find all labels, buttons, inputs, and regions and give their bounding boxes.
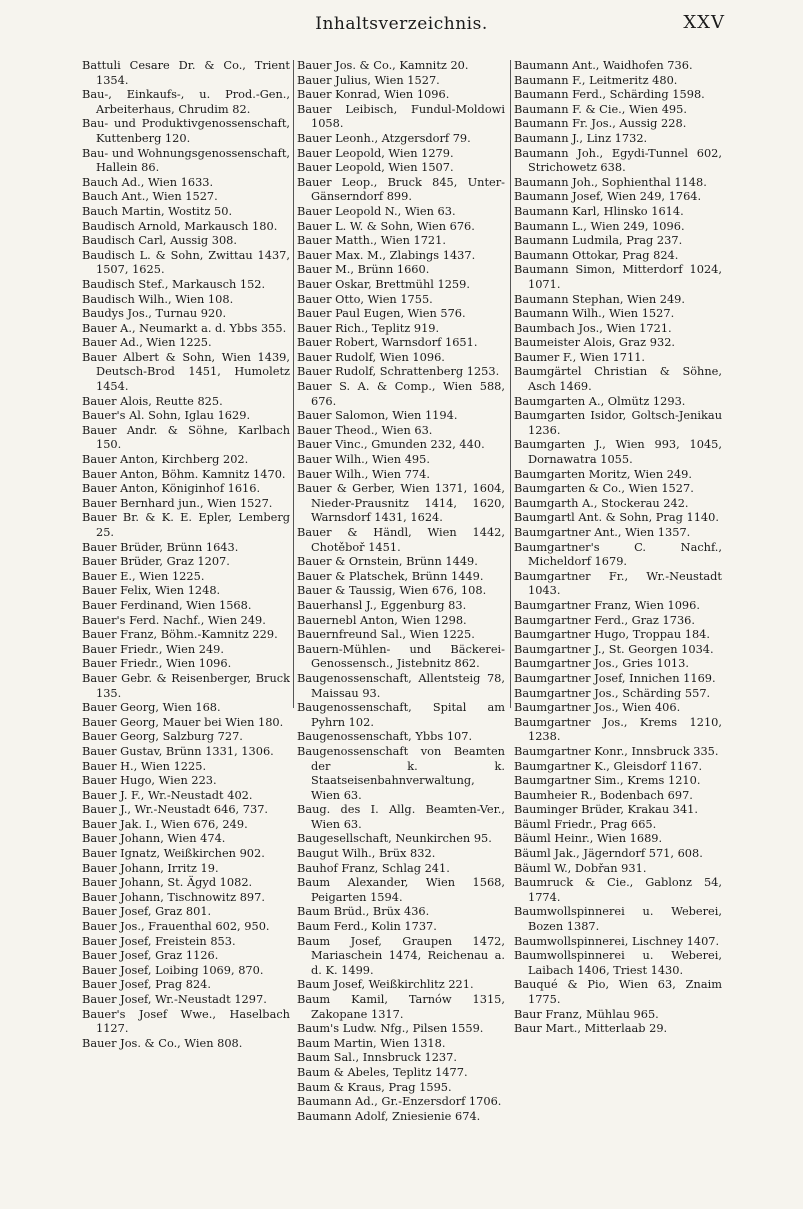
index-entry: Baumgarth A., Stockerau 242. <box>514 495 689 510</box>
index-entry: Baumgartner Hugo, Troppau 184. <box>514 627 710 642</box>
column-divider-1 <box>293 60 294 708</box>
index-column-1 <box>82 58 290 1198</box>
index-entry: Bauch Ad., Wien 1633. <box>82 174 214 189</box>
index-entry: Bauernebl Anton, Wien 1298. <box>297 612 467 627</box>
index-entry: Bauer Bernhard jun., Wien 1527. <box>82 495 273 510</box>
index-entry: Bauer Friedr., Wien 1096. <box>82 656 232 671</box>
index-entry: Baum Josef, Weißkirchlitz 221. <box>297 977 474 992</box>
index-entry: Baugut Wilh., Brüx 832. <box>297 846 436 861</box>
index-entry: Baumgartner Ant., Wien 1357. <box>514 525 691 539</box>
index-entry: Baumeister Alois, Graz 932. <box>514 335 676 350</box>
index-entry: Bauch Ant., Wien 1527. <box>82 189 218 204</box>
index-entry: Baumgartner Jos., Krems 1210, 1238. <box>514 714 722 744</box>
index-entry: Baug. des I. Allg. Beamten-Ver., Wien 63. <box>297 802 505 831</box>
index-entry: Bauqué & Pio, Wien 63, Znaim 1775. <box>514 977 722 1006</box>
index-entry: Baumann Ottokar, Prag 824. <box>514 247 679 262</box>
index-entry: Baumann J., Linz 1732. <box>514 130 648 145</box>
index-entry: Baumann Fr. Jos., Aussig 228. <box>514 116 687 131</box>
index-entry: Bauerhansl J., Eggenburg 83. <box>297 597 467 612</box>
index-entry: Baum & Abeles, Teplitz 1477. <box>297 1064 468 1079</box>
index-entry: Bauer & Ornstein, Brünn 1449. <box>297 554 478 569</box>
index-entry: Bauer Julius, Wien 1527. <box>297 72 440 87</box>
column-divider-2 <box>510 60 511 708</box>
index-entry: Baumann F., Leitmeritz 480. <box>514 72 678 87</box>
index-entry: Baumheier R., Bodenbach 697. <box>514 787 693 802</box>
index-entry: Baum's Ludw. Nfg., Pilsen 1559. <box>297 1021 484 1036</box>
index-entry: Baumgärtel Christian & Söhne, Asch 1469. <box>514 364 722 394</box>
index-entry: Baumgartner Konr., Innsbruck 335. <box>514 743 719 758</box>
index-entry: Baugenossenschaft, Ybbs 107. <box>297 729 473 744</box>
index-entry: Bauer Josef, Graz 801. <box>82 904 212 919</box>
index-entry: Baumgartner J., St. Georgen 1034. <box>514 641 714 656</box>
index-entry: Baum Josef, Graupen 1472, Mariaschein 1474, Reichenau a. d. K. 1499. <box>297 933 505 977</box>
index-entry: Bauer Rudolf, Wien 1096. <box>297 349 445 364</box>
index-entry: Bauer H., Wien 1225. <box>82 758 207 773</box>
index-entry: Baumgarten A., Olmütz 1293. <box>514 393 686 408</box>
index-entry: Bauer Salomon, Wien 1194. <box>297 408 458 423</box>
index-entry: Bäuml Jak., Jägerndorf 571, 608. <box>514 846 703 861</box>
index-entry: Bauer Johann, Wien 474. <box>82 831 226 846</box>
index-entry: Bauer Gustav, Brünn 1331, 1306. <box>82 743 274 758</box>
index-entry: Baumann Wilh., Wien 1527. <box>514 306 675 321</box>
index-entry: Bauer Gebr. & Reisenberger, Bruck 135. <box>82 670 290 700</box>
index-entry: Baumann Ad., Gr.-Enzersdorf 1706. <box>297 1094 502 1109</box>
index-entry: Bau- und Produktivgenossenschaft, Kuttenberg 120. <box>82 116 290 145</box>
index-entry: Baudys Jos., Turnau 920. <box>82 306 227 321</box>
index-entry: Bauer Josef, Freistein 853. <box>82 933 236 948</box>
index-entry: Baumann Josef, Wien 249, 1764. <box>514 189 702 204</box>
index-entry: Bauer Brüder, Brünn 1643. <box>82 539 239 554</box>
index-entry: Bauer Franz, Böhm.-Kamnitz 229. <box>82 627 278 642</box>
index-entry: Bauer A., Neumarkt a. d. Ybbs 355. <box>82 320 287 335</box>
index-entry: Bauer J. F., Wr.-Neustadt 402. <box>82 787 253 802</box>
index-entry: Baumann F. & Cie., Wien 495. <box>514 101 687 116</box>
index-entry: Bauernfreund Sal., Wien 1225. <box>297 627 475 642</box>
index-entry: Bauer Wilh., Wien 495. <box>297 452 430 467</box>
index-entry: Bauer Matth., Wien 1721. <box>297 233 446 248</box>
index-entry: Bauer Leopold, Wien 1507. <box>297 160 454 175</box>
index-entry: Baum & Kraus, Prag 1595. <box>297 1079 452 1094</box>
index-entry: Baumann L., Wien 249, 1096. <box>514 218 685 233</box>
index-entry: Bauer S. A. & Comp., Wien 588, 676. <box>297 379 505 408</box>
index-entry: Baugenossenschaft, Allentsteig 78, Maissau 93. <box>297 670 505 700</box>
index-entry: Baudisch Carl, Aussig 308. <box>82 233 237 248</box>
index-entry: Baudisch Wilh., Wien 108. <box>82 291 234 306</box>
index-entry: Bauer & Gerber, Wien 1371, 1604, Nieder-Prausnitz 1414, 1620, Warnsdorf 1431, 1624. <box>297 481 505 525</box>
index-entry: Bauer Leibisch, Fundul-Moldowi 1058. <box>297 101 505 131</box>
index-entry: Bauer Felix, Wien 1248. <box>82 583 221 598</box>
index-entry: Baumann Stephan, Wien 249. <box>514 291 686 306</box>
index-entry: Baumgartner Jos., Wien 406. <box>514 700 681 715</box>
index-entry: Baumgartner Jos., Schärding 557. <box>514 685 711 700</box>
index-entry: Baumgarten Isidor, Goltsch-Jenikau 1236. <box>514 408 722 437</box>
index-entry: Bauer Josef, Loibing 1069, 870. <box>82 962 264 977</box>
index-entry: Bäuml W., Dobřan 931. <box>514 860 647 875</box>
index-entry: Bauhof Franz, Schlag 241. <box>297 860 450 875</box>
index-entry: Bauer Albert & Sohn, Wien 1439, Deutsch-Brod 1451, Humoletz 1454. <box>82 349 290 394</box>
index-entry: Bauer's Al. Sohn, Iglau 1629. <box>82 408 251 423</box>
index-entry: Baumbach Jos., Wien 1721. <box>514 320 672 335</box>
index-entry: Bauer's Ferd. Nachf., Wien 249. <box>82 612 266 627</box>
index-entry: Bauer Johann, St. Ägyd 1082. <box>82 875 253 890</box>
index-entry: Baumann Karl, Hlinsko 1614. <box>514 203 684 218</box>
index-entry: Bauer Vinc., Gmunden 232, 440. <box>297 437 485 452</box>
index-entry: Baumwollspinnerei, Lischney 1407. <box>514 933 720 948</box>
index-entry: Bauer Hugo, Wien 223. <box>82 773 217 788</box>
index-entry: Baumgartner K., Gleisdorf 1167. <box>514 758 703 773</box>
index-entry: Baumgarten & Co., Wien 1527. <box>514 481 694 496</box>
index-entry: Baumgartner Franz, Wien 1096. <box>514 597 700 612</box>
index-entry: Bauer & Händl, Wien 1442, Chotěboř 1451. <box>297 525 505 554</box>
index-entry: Baumgarten J., Wien 993, 1045, Dornawatra 1055. <box>514 437 722 467</box>
index-entry: Baudisch L. & Sohn, Zwittau 1437, 1507, 1625. <box>82 247 290 277</box>
index-entry: Baumann Ludmila, Prag 237. <box>514 233 683 248</box>
index-entry: Bauer E., Wien 1225. <box>82 568 205 583</box>
index-entry: Bauer Konrad, Wien 1096. <box>297 87 450 102</box>
index-entry: Baum Martin, Wien 1318. <box>297 1035 446 1050</box>
index-entry: Bauer Josef, Graz 1126. <box>82 948 219 963</box>
index-entry: Baumgartner's C. Nachf., Micheldorf 1679. <box>514 539 722 569</box>
index-entry: Baumwollspinnerei u. Weberei, Laibach 1406, Triest 1430. <box>514 948 722 977</box>
index-entry: Bauer Jos., Frauenthal 602, 950. <box>82 919 270 934</box>
index-entry: Bauer Alois, Reutte 825. <box>82 393 223 408</box>
index-entry: Bau-, Einkaufs-, u. Prod.-Gen., Arbeiterhaus, Chrudim 82. <box>82 87 290 116</box>
index-entry: Baumann Ant., Waidhofen 736. <box>514 58 693 72</box>
index-entry: Bauer Leopold N., Wien 63. <box>297 203 456 218</box>
index-entry: Bauer Jak. I., Wien 676, 249. <box>82 816 248 831</box>
index-entry: Bauer Johann, Tischnowitz 897. <box>82 889 265 904</box>
index-entry: Baumann Joh., Egydi-Tunnel 602, Strichowetz 638. <box>514 145 722 175</box>
index-entry: Bauer Josef, Prag 824. <box>82 977 212 992</box>
index-entry: Bauer Leonh., Atzgersdorf 79. <box>297 130 471 145</box>
index-entry: Baur Mart., Mitterlaab 29. <box>514 1021 668 1036</box>
index-entry: Bauer Anton, Kirchberg 202. <box>82 452 249 467</box>
index-entry: Baumann Simon, Mitterdorf 1024, 1071. <box>514 262 722 291</box>
index-entry: Bau- und Wohnungsgenossenschaft, Hallein 86. <box>82 145 290 175</box>
index-entry: Bauer Otto, Wien 1755. <box>297 291 433 306</box>
index-entry: Bauer Georg, Wien 168. <box>82 700 221 715</box>
index-entry: Baumann Joh., Sophienthal 1148. <box>514 174 707 189</box>
index-entry: Baur Franz, Mühlau 965. <box>514 1006 659 1021</box>
index-entry: Bäuml Heinr., Wien 1689. <box>514 831 663 846</box>
index-entry: Baugenossenschaft von Beamten der k. k. Staatseisenbahnverwaltung, Wien 63. <box>297 743 505 802</box>
index-entry: Bauer Br. & K. E. Epler, Lemberg 25. <box>82 510 290 539</box>
index-entry: Baudisch Stef., Markausch 152. <box>82 276 266 291</box>
index-entry: Bauer Johann, Irritz 19. <box>82 860 219 875</box>
index-entry: Bauer Robert, Warnsdorf 1651. <box>297 335 478 350</box>
index-entry: Bauer Jos. & Co., Wien 808. <box>82 1035 243 1050</box>
index-entry: Bauer Brüder, Graz 1207. <box>82 554 230 569</box>
page-number: XXV <box>683 12 725 33</box>
index-entry: Battuli Cesare Dr. & Co., Trient 1354. <box>82 58 290 87</box>
index-entry: Bauer Ferdinand, Wien 1568. <box>82 597 252 612</box>
index-entry: Baugenossenschaft, Spital am Pyhrn 102. <box>297 700 505 729</box>
index-entry: Bauer Leopold, Wien 1279. <box>297 145 454 160</box>
index-entry: Baumgartner Jos., Gries 1013. <box>514 656 689 671</box>
index-entry: Baum Kamil, Tarnów 1315, Zakopane 1317. <box>297 992 505 1021</box>
index-entry: Baumgartl Ant. & Sohn, Prag 1140. <box>514 510 719 525</box>
index-entry: Bauer Anton, Königinhof 1616. <box>82 481 261 496</box>
index-entry: Bauer Max. M., Zlabings 1437. <box>297 247 476 262</box>
index-entry: Bauer Ad., Wien 1225. <box>82 335 212 350</box>
index-entry: Bauer Georg, Salzburg 727. <box>82 729 243 744</box>
index-entry: Bauer Georg, Mauer bei Wien 180. <box>82 714 284 729</box>
index-entry: Baumann Ferd., Schärding 1598. <box>514 87 705 102</box>
index-entry: Bauer J., Wr.-Neustadt 646, 737. <box>82 802 269 817</box>
index-column-3 <box>514 58 722 1198</box>
index-entry: Baumwollspinnerei u. Weberei, Bozen 1387. <box>514 904 722 934</box>
index-entry: Bauer & Platschek, Brünn 1449. <box>297 568 484 583</box>
index-entry: Bauer Andr. & Söhne, Karlbach 150. <box>82 422 290 452</box>
index-entry: Bauminger Brüder, Krakau 341. <box>514 802 698 817</box>
index-entry: Baumer F., Wien 1711. <box>514 349 646 364</box>
index-entry: Bauch Martin, Wostitz 50. <box>82 203 233 218</box>
index-entry: Bauer Leop., Bruck 845, Unter-Gänserndorf 899. <box>297 174 505 204</box>
index-entry: Bauer Anton, Böhm. Kamnitz 1470. <box>82 466 286 481</box>
index-entry: Bauer Josef, Wr.-Neustadt 1297. <box>82 992 267 1006</box>
index-entry: Bauer M., Brünn 1660. <box>297 262 430 277</box>
index-entry: Baum Alexander, Wien 1568, Peigarten 1594. <box>297 875 505 904</box>
index-entry: Baumgartner Fr., Wr.-Neustadt 1043. <box>514 568 722 598</box>
index-entry: Bauer Friedr., Wien 249. <box>82 641 225 656</box>
index-columns <box>82 58 722 1198</box>
page-title: Inhaltsverzeichnis. <box>315 14 488 34</box>
index-entry: Bauer & Taussig, Wien 676, 108. <box>297 583 487 598</box>
index-entry: Bauer Theod., Wien 63. <box>297 422 433 437</box>
index-entry: Bauer L. W. & Sohn, Wien 676. <box>297 218 475 233</box>
index-entry: Baumgartner Josef, Innichen 1169. <box>514 670 716 685</box>
index-entry: Baumann Adolf, Zniesienie 674. <box>297 1108 481 1123</box>
index-entry: Baum Brüd., Brüx 436. <box>297 904 430 919</box>
index-entry: Bäuml Friedr., Prag 665. <box>514 816 657 831</box>
index-entry: Baudisch Arnold, Markausch 180. <box>82 218 278 233</box>
index-entry: Baumgarten Moritz, Wien 249. <box>514 466 693 481</box>
index-entry: Baugesellschaft, Neunkirchen 95. <box>297 831 492 846</box>
index-entry: Bauer Ignatz, Weißkirchen 902. <box>82 846 265 861</box>
index-entry: Baumgartner Sim., Krems 1210. <box>514 773 701 788</box>
index-entry: Bauer Rudolf, Schrattenberg 1253. <box>297 364 500 379</box>
index-entry: Bauer Jos. & Co., Kamnitz 20. <box>297 58 469 72</box>
index-entry: Bauer Wilh., Wien 774. <box>297 466 430 481</box>
index-entry: Bauer's Josef Wwe., Haselbach 1127. <box>82 1006 290 1036</box>
index-entry: Bauer Paul Eugen, Wien 576. <box>297 306 466 321</box>
index-entry: Bauer Rich., Teplitz 919. <box>297 320 440 335</box>
index-entry: Baum Sal., Innsbruck 1237. <box>297 1050 457 1065</box>
index-entry: Bauern-Mühlen- und Bäckerei-Genossensch., Jistebnitz 862. <box>297 641 505 671</box>
index-entry: Baum Ferd., Kolin 1737. <box>297 919 437 934</box>
index-column-2 <box>297 58 505 1198</box>
index-entry: Baumgartner Ferd., Graz 1736. <box>514 612 695 627</box>
index-entry: Bauer Oskar, Brettmühl 1259. <box>297 276 470 291</box>
index-entry: Baumruck & Cie., Gablonz 54, 1774. <box>514 875 722 904</box>
